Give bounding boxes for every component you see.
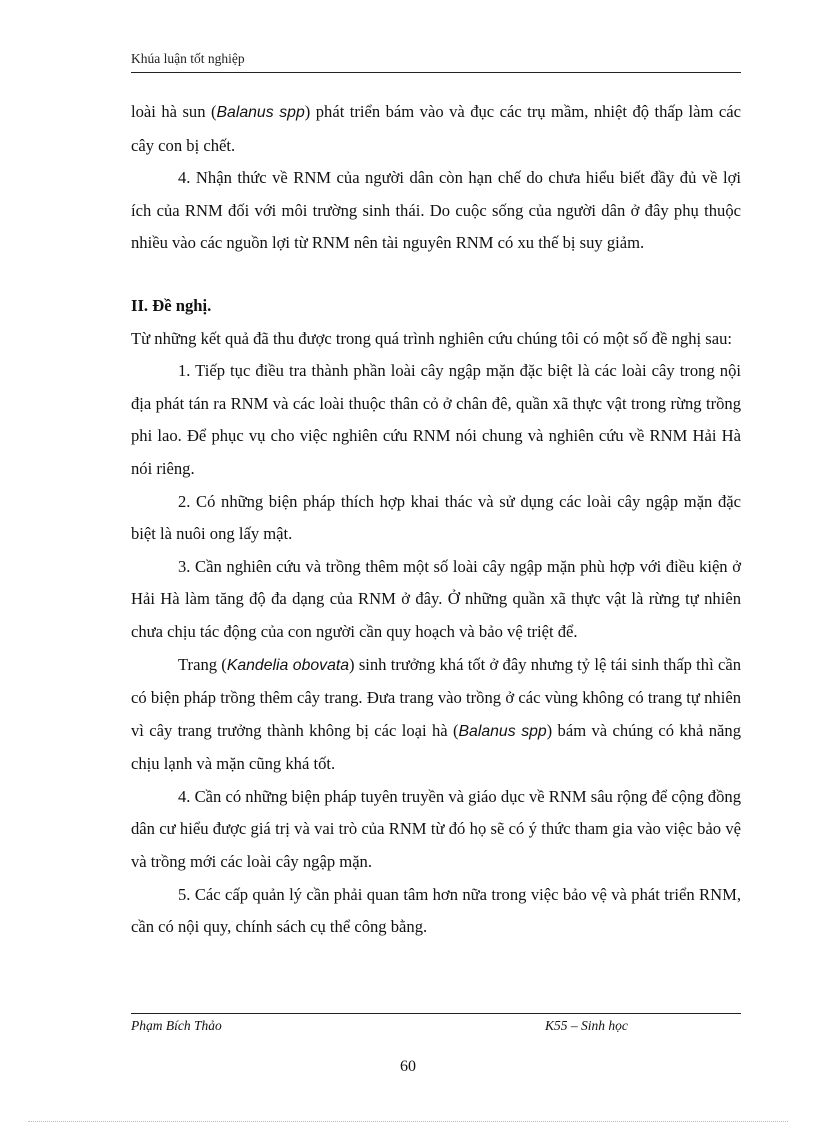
recommendation-2: 2. Có những biện pháp thích hợp khai thác và sử dụng các loài cây ngập mặn đặc biệt là nuôi ong lấy mật. <box>131 491 741 544</box>
footer-author: Phạm Bích Thảo <box>131 1018 222 1033</box>
text-run: ) sinh trưởng khá tốt ở đây nhưng tỷ lệ tái sinh thấp thì cần có biện pháp trồng thêm cây trang. Đưa trang vào trồng ở các vùng không có trang tự nhiên vì cây trang trưởng thành không bị các loại hà ( <box>131 654 741 740</box>
page-body <box>131 96 741 944</box>
text-run: ) phát triển bám vào và đục các trụ mầm, nhiệt độ thấp làm các cây con bị chết. <box>131 102 741 155</box>
paragraph-trang <box>131 649 741 781</box>
recommendation-3: 3. Cần nghiên cứu và trồng thêm một số loài cây ngập mặn phù hợp với điều kiện ở Hải Hà làm tăng độ đa dạng của RNM ở đây. Ở những quần xã thực vật là rừng tự nhiên chưa chịu tác động của con người cần quy hoạch và bảo vệ triệt để. <box>131 556 741 641</box>
recommendation-5: 5. Các cấp quản lý cần phải quan tâm hơn nữa trong việc bảo vệ và phát triển RNM, cần có nội quy, chính sách cụ thể công bằng. <box>131 884 741 937</box>
scientific-name: Kandelia obovata <box>226 656 350 674</box>
page-header <box>131 50 741 73</box>
recommendation-1: 1. Tiếp tục điều tra thành phần loài cây ngập mặn đặc biệt là các loài cây trong nội địa phát tán ra RNM và các loài thuộc thân cỏ ở chân đê, quần xã thực vật trong rừng trồng phi lao. Để phục vụ cho việc nghiên cứu RNM nói chung và nghiên cứu về RNM Hải Hà nói riêng. <box>131 361 741 478</box>
scientific-name: Balanus spp <box>216 104 305 121</box>
section-gap <box>131 260 741 290</box>
header-title: Khúa luận tốt nghiệp <box>131 51 245 66</box>
scientific-name: Balanus spp <box>458 722 547 740</box>
text-run: Trang ( <box>178 654 227 674</box>
footer-rule <box>131 1013 741 1014</box>
recommendation-4: 4. Cần có những biện pháp tuyên truyền và giáo dục về RNM sâu rộng để cộng đồng dân cư hiểu được giá trị và vai trò của RNM từ đó họ sẽ có ý thức tham gia vào việc bảo vệ và trồng mới các loài cây ngập mặn. <box>131 786 741 872</box>
text-run: loài hà sun ( <box>131 102 217 121</box>
page-bottom-border <box>28 1121 788 1122</box>
paragraph-point-4: 4. Nhận thức về RNM của người dân còn hạn chế do chưa hiểu biết đầy đủ về lợi ích của RNM đối với môi trường sinh thái. Do cuộc sống của người dân ở đây phụ thuộc nhiều vào các nguồn lợi từ RNM nên tài nguyên RNM có xu thế bị suy giảm. <box>131 168 741 253</box>
paragraph-continuation <box>131 96 741 162</box>
text-run: ) bám và chúng có khả năng chịu lạnh và mặn cũng khá tốt. <box>131 720 741 774</box>
paragraph-intro: Từ những kết quả đã thu được trong quá trình nghiên cứu chúng tôi có một số đề nghị sau: <box>131 328 732 348</box>
page-number: 60 <box>400 1058 416 1075</box>
footer-class: K55 – Sinh học <box>545 1018 628 1033</box>
section-heading: II. Đề nghị. <box>131 295 212 315</box>
